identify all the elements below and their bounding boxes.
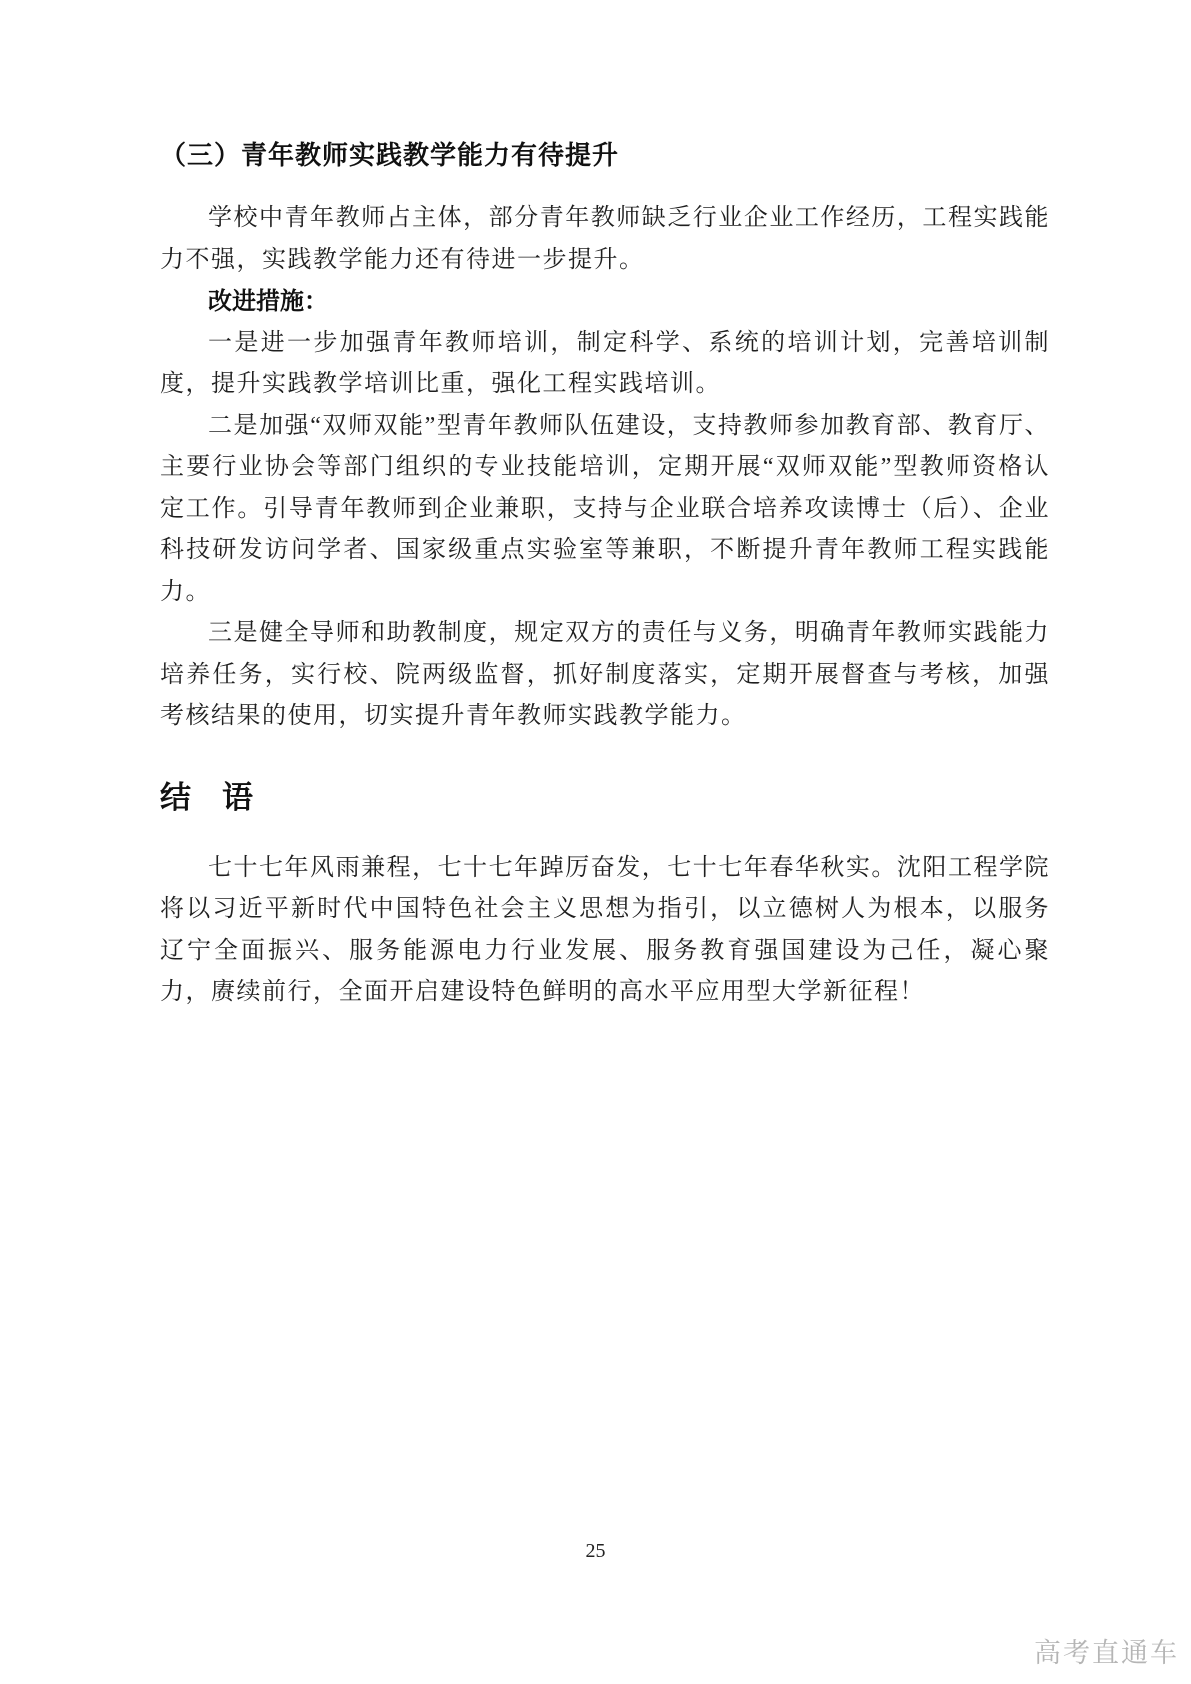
watermark: 高考直通车 [1034,1638,1179,1668]
intro-paragraph: 学校中青年教师占主体，部分青年教师缺乏行业企业工作经历，工程实践能力不强，实践教学能力还有待进一步提升。 [160,205,1050,273]
measure-paragraph-1: 一是进一步加强青年教师培训，制定科学、系统的培训计划，完善培训制度，提升实践教学培训比重，强化工程实践培训。 [160,329,1050,397]
page-number: 25 [585,1540,606,1562]
section-heading: （三）青年教师实践教学能力有待提升 [160,140,620,170]
measure-paragraph-3: 三是健全导师和助教制度，规定双方的责任与义务，明确青年教师实践能力培养任务，实行校、院两级监督，抓好制度落实，定期开展督查与考核，加强考核结果的使用，切实提升青年教师实践教学能力。 [160,620,1050,729]
conclusion-heading: 结 语 [160,779,253,815]
conclusion-paragraph: 七十七年风雨兼程，七十七年踔厉奋发，七十七年春华秋实。沈阳工程学院将以习近平新时代中国特色社会主义思想为指引，以立德树人为根本，以服务辽宁全面振兴、服务能源电力行业发展、服务教育强国建设为己任，凝心聚力，赓续前行，全面开启建设特色鲜明的高水平应用型大学新征程！ [160,854,1050,1005]
measure-paragraph-2: 二是加强“双师双能”型青年教师队伍建设，支持教师参加教育部、教育厅、主要行业协会等部门组织的专业技能培训，定期开展“双师双能”型教师资格认定工作。引导青年教师到企业兼职，支持与企业联合培养攻读博士（后）、企业科技研发访问学者、国家级重点实验室等兼职，不断提升青年教师工程实践能力。 [160,412,1050,605]
page-content [160,136,1050,1014]
measures-label: 改进措施： [208,288,328,315]
